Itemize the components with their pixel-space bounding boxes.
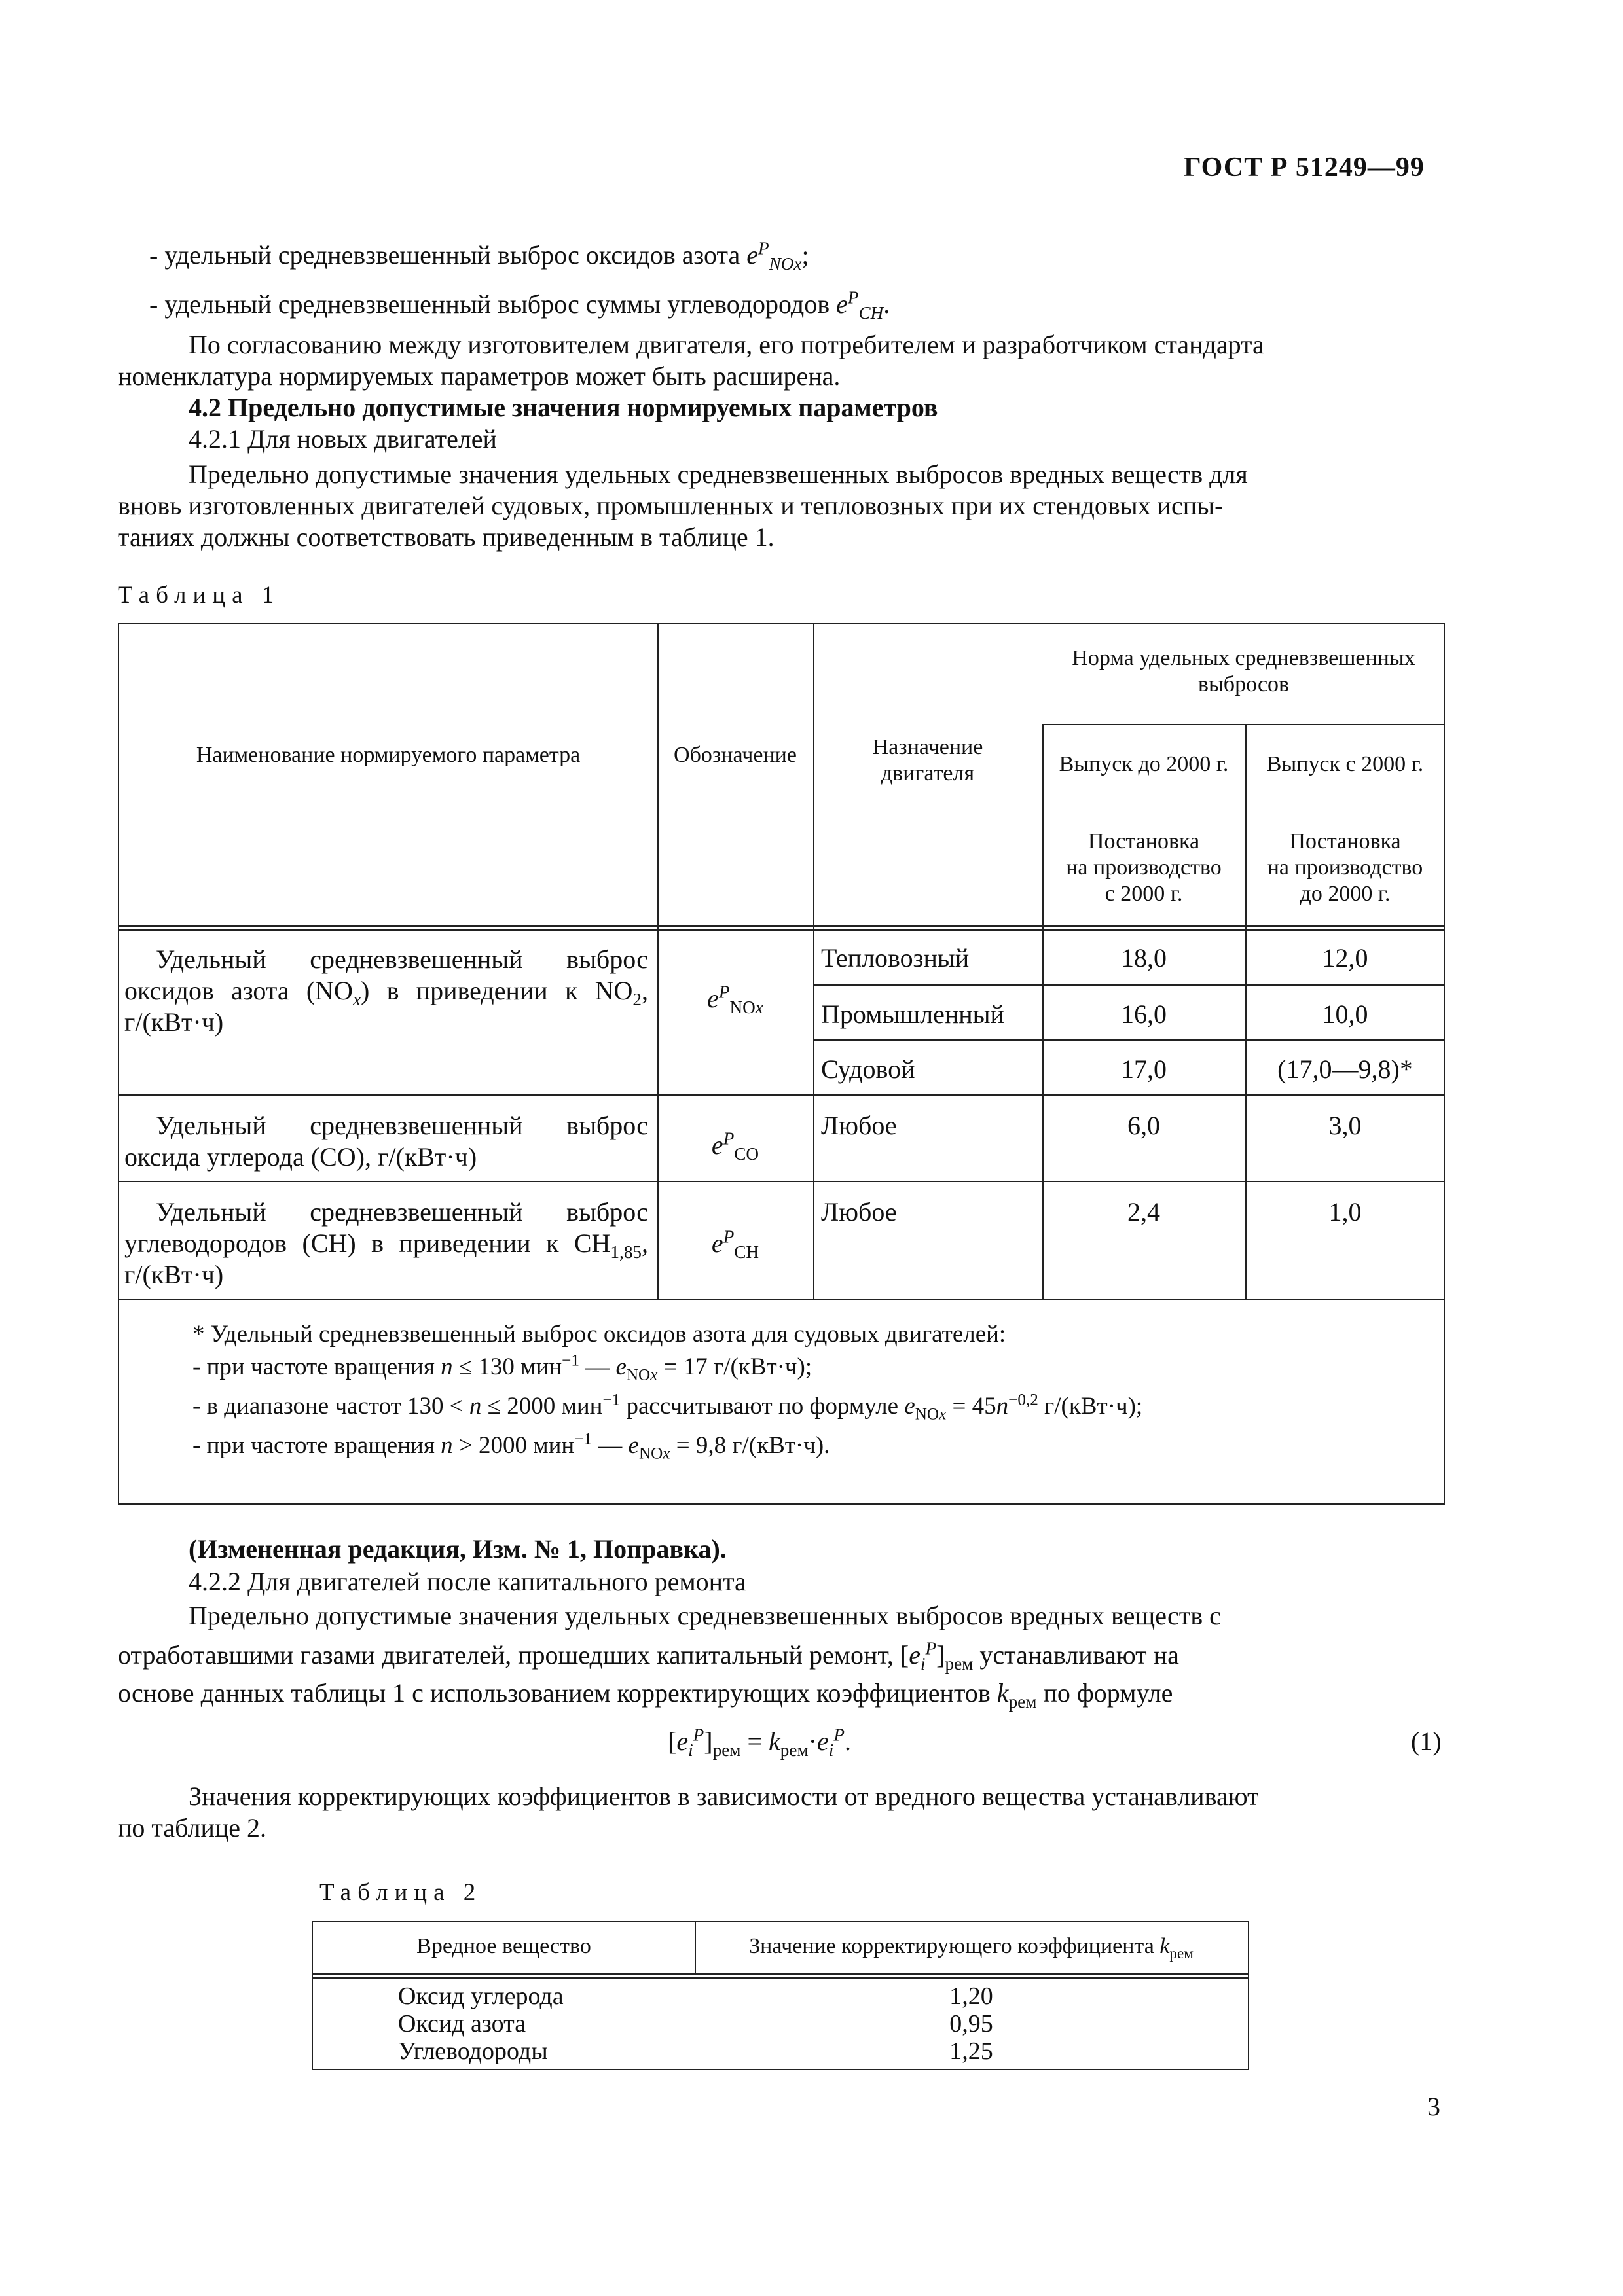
header-norm: Норма удельных средневзвешенных выбросов <box>1072 646 1415 696</box>
para2-line3: таниях должны соответствовать приведенным в таблице 1. <box>118 522 775 552</box>
para3-line2: отработавшими газами двигателей, прошедших капитальный ремонт, $[e_i^P]_{рем}$ устанавливают на <box>118 1638 1179 1674</box>
row-nox-purpose-3: Судовой <box>821 1054 915 1084</box>
symbol-e-nox: $e^P_{NOx}$ <box>746 238 802 274</box>
table2-caption: Таблица 2 <box>319 1879 483 1906</box>
symbol-e-ch: $e^P_{CH}$ <box>836 287 884 323</box>
row-ch-purpose: Любое <box>821 1197 897 1227</box>
footnote-title: * Удельный средневзвешенный выброс оксидов азота для судовых двигателей: <box>192 1321 1006 1348</box>
header-purpose: Назначение двигателя <box>872 735 983 785</box>
formula-number: (1) <box>1411 1727 1442 1756</box>
row-nox-purpose-1: Тепловозный <box>821 943 970 973</box>
para1-line1: По согласованию между изготовителем двигателя, его потребителем и разработчиком стандарта <box>189 330 1264 359</box>
para4-line2: по таблице 2. <box>118 1813 267 1842</box>
document-id: ГОСТ Р 51249—99 <box>1184 152 1425 183</box>
row-nox-val-a-1: 18,0 <box>1121 943 1167 973</box>
subsection-4-2-1: 4.2.1 Для новых двигателей <box>189 424 497 454</box>
table2-row-1-value: 1,20 <box>949 1982 993 2010</box>
formula-1: $[e_i^P]_{рем} = k_{рем}\cdot e_i^P$. <box>668 1725 851 1760</box>
row-ch-val-b: 1,0 <box>1328 1197 1362 1227</box>
row-ch-param: Удельный средневзвешенный выброс углеводородов (CH) в приведении к $CH_{1,85}$, г/(кВт·ч) <box>124 1197 648 1289</box>
footnote-line-1: - при частоте вращения n ≤ 130 мин$^{-1}$ — $e_{NOx} = 17$ г/(кВт·ч); <box>192 1352 812 1384</box>
para4-line1: Значения корректирующих коэффициентов в зависимости от вредного вещества устанавливают <box>189 1782 1259 1811</box>
table2-row-2-name: Оксид азота <box>398 2010 526 2037</box>
table2-header-coef: Значение корректирующего коэффициента $k_{рем}$ <box>749 1934 1194 1962</box>
header-designation: Обозначение <box>674 743 797 767</box>
para3-line1: Предельно допустимые значения удельных средневзвешенных выбросов вредных веществ с <box>189 1601 1221 1630</box>
header-col-a: Выпуск до 2000 г. <box>1059 752 1229 776</box>
para1-line2: номенклатура нормируемых параметров может быть расширена. <box>118 361 841 391</box>
row-nox-val-a-3: 17,0 <box>1121 1054 1167 1084</box>
header-col-b-sub: Постановка на производство до 2000 г. <box>1267 829 1423 906</box>
page-number: 3 <box>1427 2092 1440 2121</box>
section-heading-4-2: 4.2 Предельно допустимые значения нормируемых параметров <box>189 393 938 422</box>
table1-caption: Таблица 1 <box>118 582 281 609</box>
footnote-line-2: - в диапазоне частот 130 < n ≤ 2000 мин$^{-1}$ рассчитывают по формуле $e_{NOx} = 45n^{-0,2}$ г/(кВт·ч); <box>192 1391 1143 1424</box>
list-item-ch: - удельный средневзвешенный выброс суммы углеводородов $e^P_{CH}$. <box>149 287 890 323</box>
header-col-a-sub: Постановка на производство с 2000 г. <box>1066 829 1222 906</box>
header-param: Наименование нормируемого параметра <box>196 743 581 767</box>
footnote-line-3: - при частоте вращения n > 2000 мин$^{-1}$ — $e_{NOx} = 9,8$ г/(кВт·ч). <box>192 1430 830 1463</box>
table2-row-3-value: 1,25 <box>949 2037 993 2065</box>
para3-line3: основе данных таблицы 1 с использованием корректирующих коэффициентов $k_{рем}$ по формуле <box>118 1678 1173 1712</box>
para2-line1: Предельно допустимые значения удельных средневзвешенных выбросов вредных веществ для <box>189 459 1248 489</box>
amendment-note: (Измененная редакция, Изм. № 1, Поправка). <box>189 1534 727 1564</box>
table-2 <box>312 1921 1249 2070</box>
header-col-b: Выпуск с 2000 г. <box>1266 752 1424 776</box>
table2-header-substance: Вредное вещество <box>416 1934 591 1958</box>
row-co-val-b: 3,0 <box>1328 1111 1362 1140</box>
row-nox-symbol: $e^P_{NOx}$ <box>707 982 763 1017</box>
table2-row-1-name: Оксид углерода <box>398 1982 564 2010</box>
row-co-symbol: $e^P_{CO}$ <box>711 1128 759 1164</box>
row-co-purpose: Любое <box>821 1111 897 1140</box>
row-nox-param: Удельный средневзвешенный выброс оксидов азота $(NO_x)$ в приведении к $NO_2$, г/(кВт·ч) <box>124 944 648 1037</box>
row-co-val-a: 6,0 <box>1127 1111 1160 1140</box>
table2-row-2-value: 0,95 <box>949 2010 993 2037</box>
table-1 <box>118 623 1445 1505</box>
subsection-4-2-2: 4.2.2 Для двигателей после капитального ремонта <box>189 1567 746 1596</box>
row-nox-val-a-2: 16,0 <box>1121 999 1167 1029</box>
row-nox-val-b-3: (17,0—9,8)* <box>1277 1054 1413 1084</box>
row-ch-symbol: $e^P_{CH}$ <box>711 1227 759 1262</box>
para2-line2: вновь изготовленных двигателей судовых, промышленных и тепловозных при их стендовых испы- <box>118 491 1224 520</box>
row-co-param: Удельный средневзвешенный выброс оксида углерода (CO), г/(кВт·ч) <box>124 1111 648 1172</box>
row-nox-purpose-2: Промышленный <box>821 999 1004 1029</box>
table2-row-3-name: Углеводороды <box>398 2037 548 2065</box>
row-ch-val-a: 2,4 <box>1127 1197 1160 1227</box>
row-nox-val-b-1: 12,0 <box>1322 943 1368 973</box>
row-nox-val-b-2: 10,0 <box>1322 999 1368 1029</box>
list-item-nox: - удельный средневзвешенный выброс оксидов азота $e^P_{NOx}$; <box>149 238 809 274</box>
